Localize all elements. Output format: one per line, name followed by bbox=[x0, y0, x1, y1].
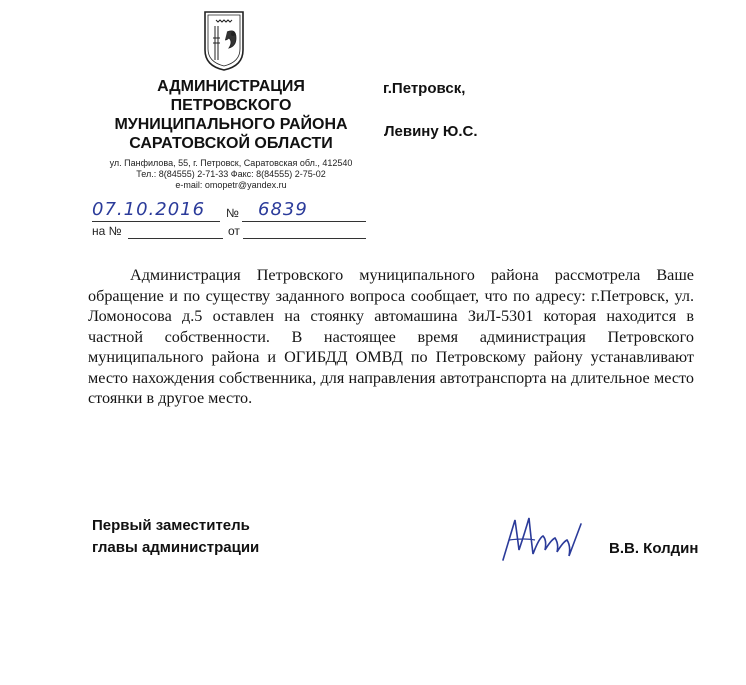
signer-position bbox=[92, 515, 259, 559]
org-address: ул. Панфилова, 55, г. Петровск, Саратовская обл., 412540 bbox=[109, 158, 353, 168]
recipient-city: г.Петровск, bbox=[383, 80, 466, 97]
coat-of-arms-icon bbox=[203, 10, 245, 72]
handwritten-signature-icon bbox=[495, 510, 590, 565]
outgoing-number: 6839 bbox=[258, 199, 308, 220]
org-name-line: АДМИНИСТРАЦИЯ bbox=[157, 78, 305, 95]
org-phone-fax: Тел.: 8(84555) 2-71-33 Факс: 8(84555) 2-75-02 bbox=[136, 169, 326, 179]
outgoing-number-line bbox=[242, 221, 366, 222]
reply-from-label: от bbox=[228, 224, 240, 238]
signer-position-line: Первый заместитель bbox=[92, 517, 250, 534]
organization-contacts bbox=[100, 158, 362, 191]
letter-body bbox=[88, 265, 694, 409]
reply-to-number-line bbox=[128, 238, 223, 239]
org-email: e-mail: omopetr@yandex.ru bbox=[175, 180, 287, 190]
body-paragraph: Администрация Петровского муниципального района рассмотрела Ваше обращение и по существу заданного вопроса сообщает, что по адресу: г.Петровск, ул. Ломоносова д.5 оставлен на стоянку автомашина ЗиЛ-5301 которая находится в частной собственности. В настоящее время администрация Петровского муниципального района и ОГИБДД ОМВД по Петровскому району устанавливают место нахождения собственника, для направления автотранспорта на длительное место стоянки в другое место. bbox=[88, 266, 694, 407]
outgoing-number-label: № bbox=[226, 206, 239, 220]
outgoing-date: 07.10.2016 bbox=[92, 199, 206, 220]
outgoing-date-line bbox=[92, 221, 220, 222]
signer-position-line: главы администрации bbox=[92, 539, 260, 556]
signer-name: В.В. Колдин bbox=[609, 540, 699, 557]
org-name-line: ПЕТРОВСКОГО bbox=[170, 97, 292, 114]
org-name-line: САРАТОВСКОЙ ОБЛАСТИ bbox=[129, 135, 333, 152]
org-name-line: МУНИЦИПАЛЬНОГО РАЙОНА bbox=[114, 116, 348, 133]
organization-name bbox=[100, 77, 362, 153]
reply-from-date-line bbox=[243, 238, 366, 239]
reply-to-label: на № bbox=[92, 224, 122, 238]
recipient-name: Левину Ю.С. bbox=[384, 123, 478, 140]
